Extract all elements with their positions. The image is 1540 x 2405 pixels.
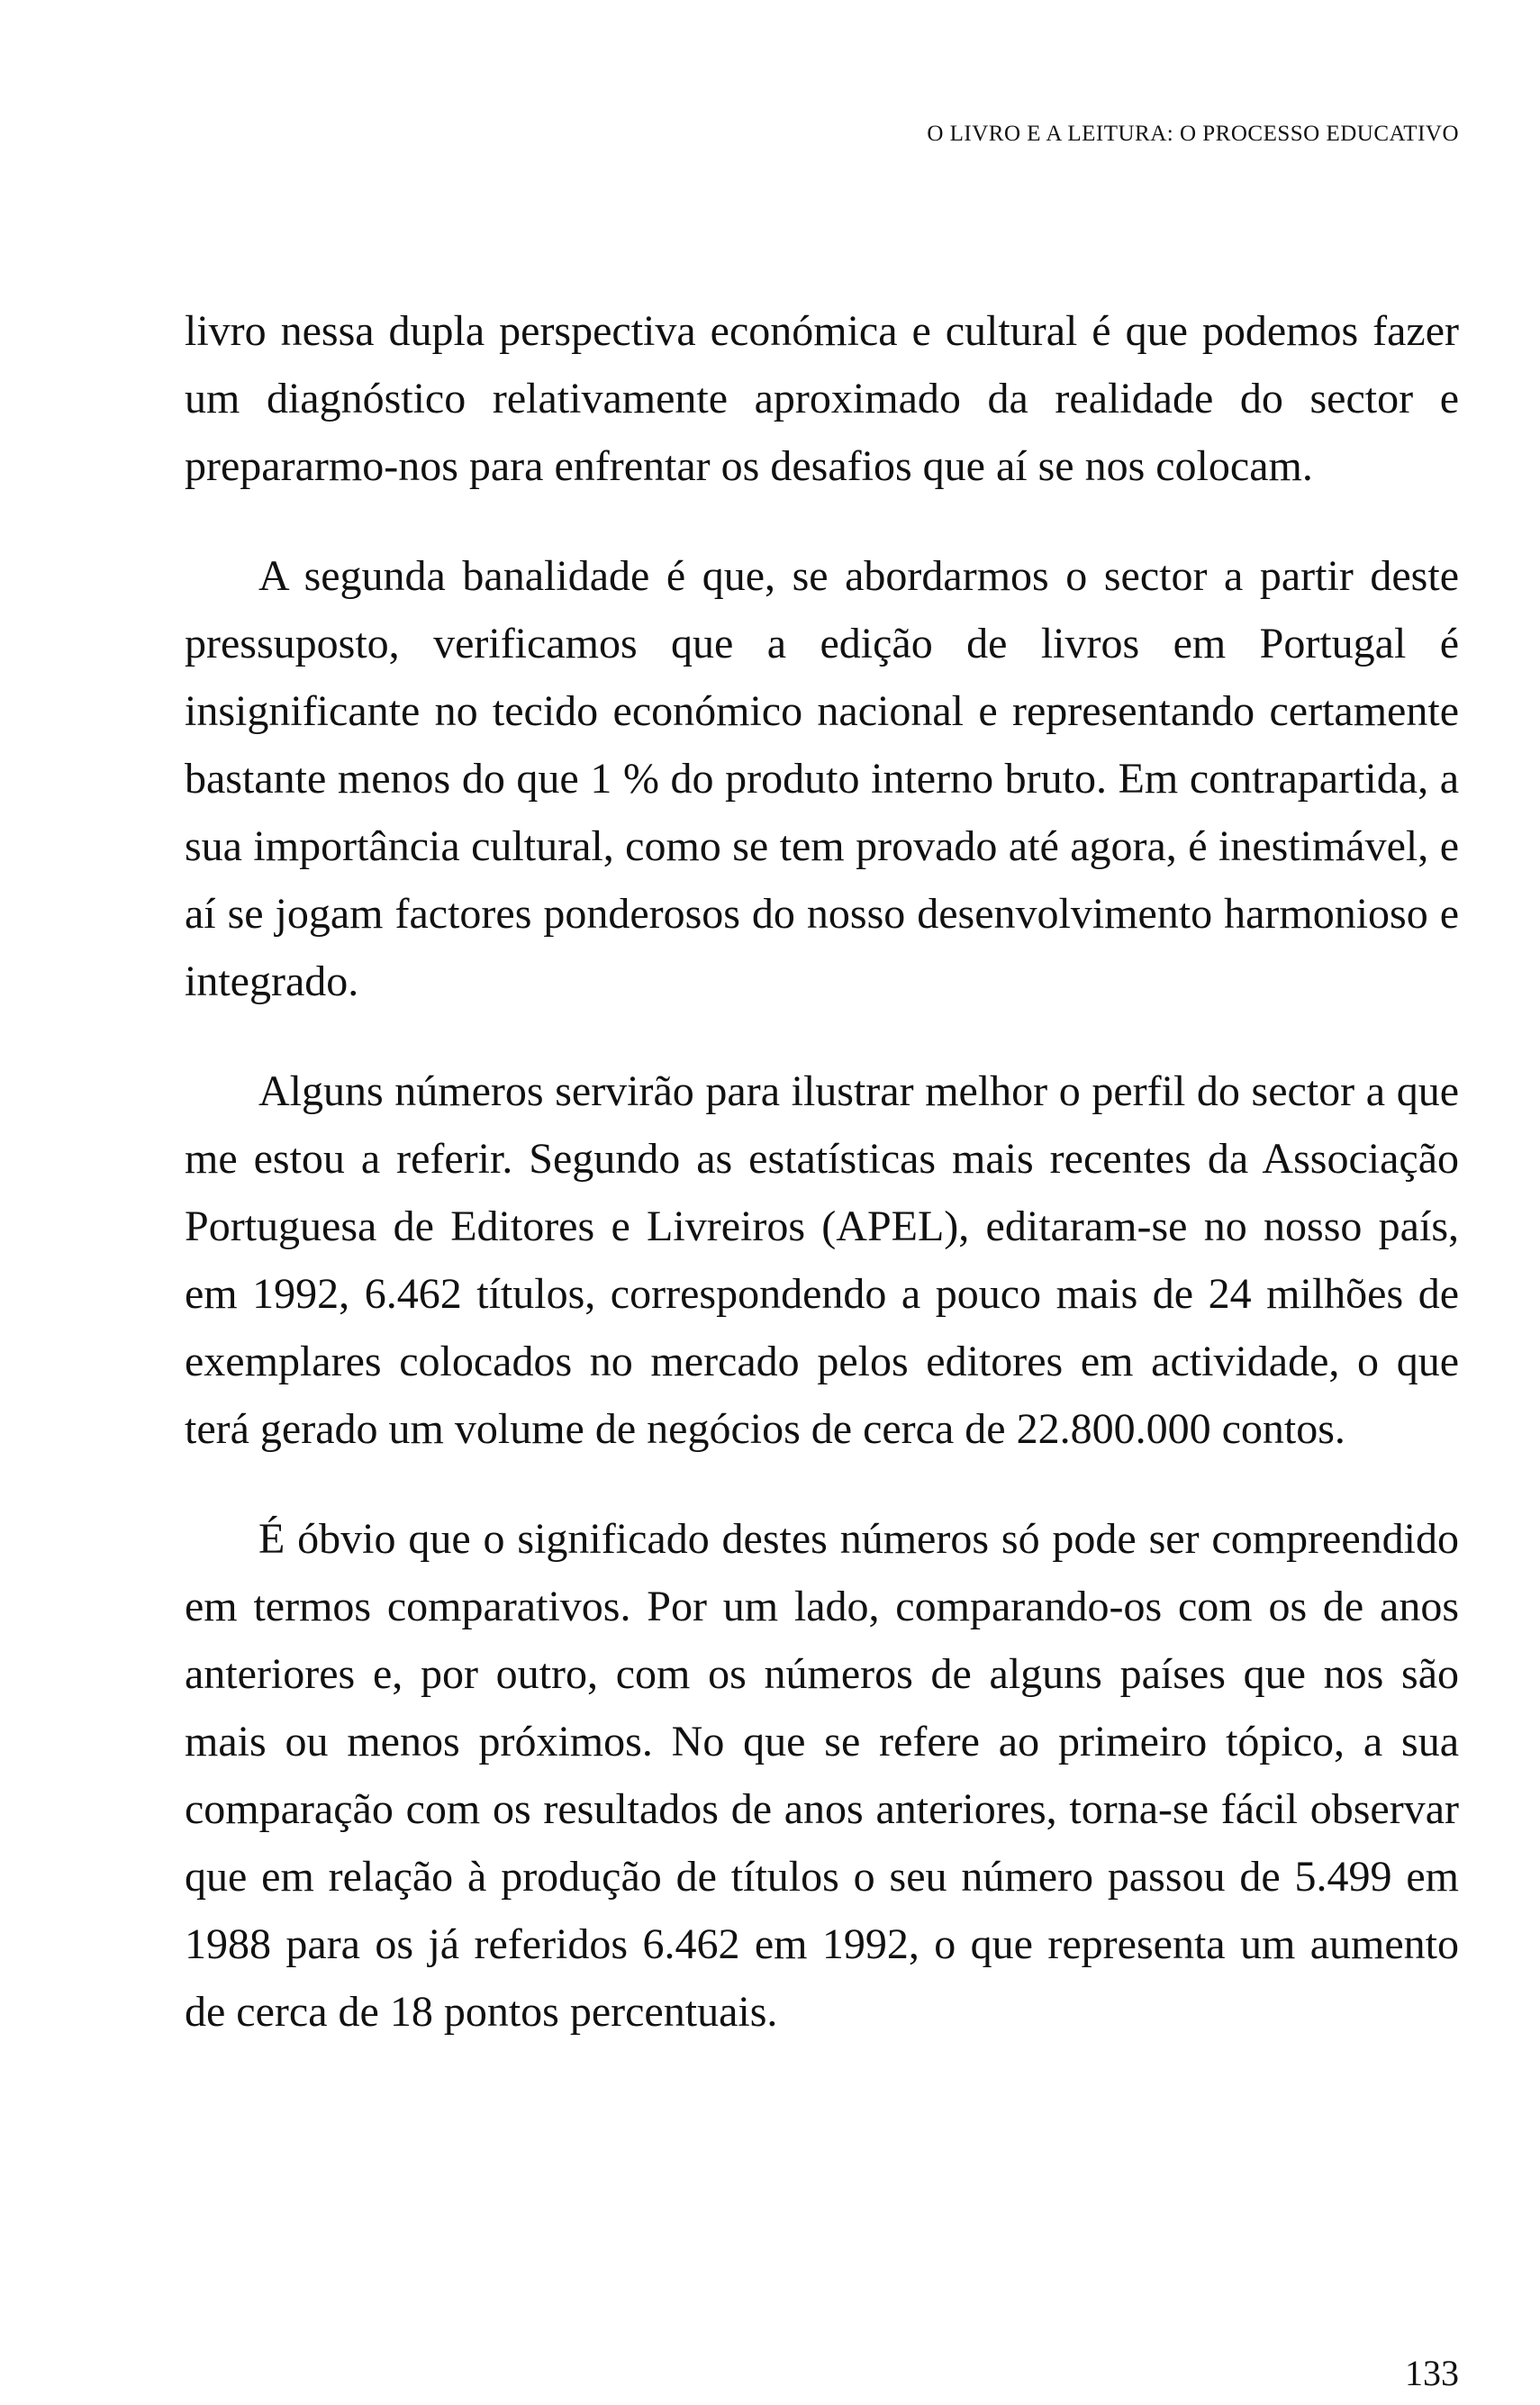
running-header: O LIVRO E A LEITURA: O PROCESSO EDUCATIVO: [927, 122, 1459, 146]
paragraph-segunda-banalidade: A segunda banalidade é que, se abordarmos o sector a partir deste pressuposto, verificamos que a edição de livros em Portugal é insignificante no tecido económico nacional e representando certamente bastante menos do que 1 % do produto interno bruto. Em contrapartida, a sua importância cultural, como se tem provado até agora, é inestimável, e aí se jogam factores ponderosos do nosso desenvolvimento harmonioso e integrado.: [185, 552, 1459, 1005]
paragraph-continued: livro nessa dupla perspectiva económica e cultural é que podemos fazer um diagnóstico relativamente aproximado da realidade do sector e prepararmo-nos para enfrentar os desafios que aí se nos colocam.: [185, 307, 1459, 490]
page-body: [185, 297, 1459, 2088]
paragraph-obvio: É óbvio que o significado destes números só pode ser compreendido em termos comparativos. Por um lado, comparando-os com os de anos anteriores e, por outro, com os números de alguns países que nos são mais ou menos próximos. No que se refere ao primeiro tópico, a sua comparação com os resultados de anos anteriores, torna-se fácil observar que em relação à produção de títulos o seu número passou de 5.499 em 1988 para os já referidos 6.462 em 1992, o que representa um aumento de cerca de 18 pontos percentuais.: [185, 1515, 1459, 2036]
page-number: 133: [1405, 2353, 1459, 2393]
paragraph-alguns-numeros: Alguns números servirão para ilustrar melhor o perfil do sector a que me estou a referir. Segundo as estatísticas mais recentes da Associação Portuguesa de Editores e Livreiros (APEL), editaram-se no nosso país, em 1992, 6.462 títulos, correspondendo a pouco mais de 24 milhões de exemplares colocados no mercado pelos editores em actividade, o que terá gerado um volume de negócios de cerca de 22.800.000 contos.: [185, 1067, 1459, 1453]
